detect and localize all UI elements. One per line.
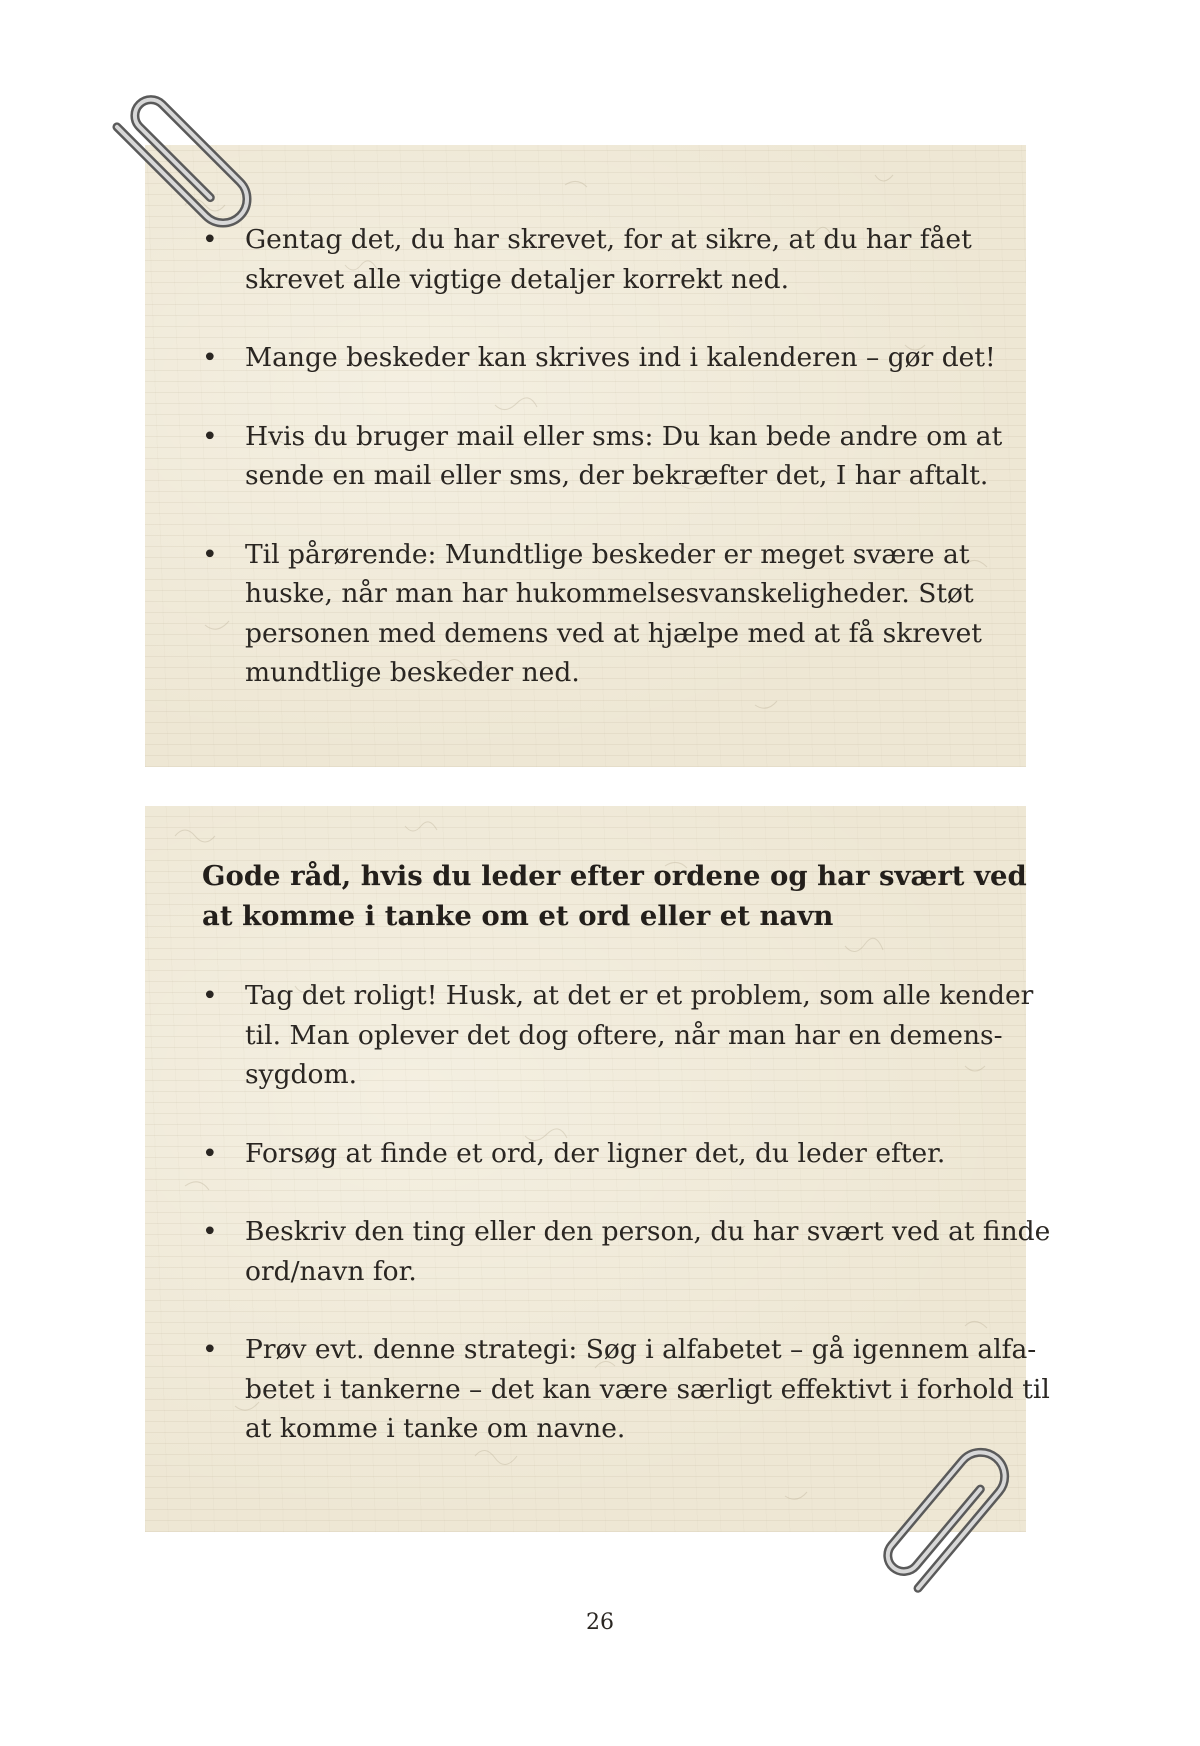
list-item-line: mundtlige beskeder ned. [245,657,580,688]
list-item [202,338,1002,378]
list-item-line: Gentag det, du har skrevet, for at sikre, at du har fået [245,224,972,255]
heading-line: Gode råd, hvis du leder efter ordene og har svært ved [202,860,1027,892]
bullet-icon: • [202,224,218,255]
page-number: 26 [586,1610,614,1635]
list-item-line: Prøv evt. denne strategi: Søg i alfabetet – gå igennem alfa- [245,1334,1037,1365]
paperclip-icon [852,1425,1037,1615]
list-item-line: Hvis du bruger mail eller sms: Du kan bede andre om at [245,420,1003,452]
bullet-icon: • [202,538,218,570]
list-item [202,1134,1012,1174]
section-heading [202,856,1027,936]
list-item [202,220,1002,299]
list-item-line: til. Man oplever det dog oftere, når man har en demens- [245,1019,1003,1051]
tips-list-bottom [202,976,1051,1488]
bullet-icon: • [202,420,218,452]
list-item-line: personen med demens ved at hjælpe med at få skrevet [245,617,982,649]
list-item [202,1212,1051,1291]
bullet-icon: • [202,1334,218,1365]
list-item-line: Til pårørende: Mundtlige beskeder er meget svære at [245,538,970,570]
list-item-line: huske, når man har hukommelsesvanskeligheder. Støt [245,578,974,609]
list-item-line: at komme i tanke om navne. [245,1413,626,1444]
paperclip-icon [92,66,272,251]
heading-line: at komme i tanke om et ord eller et navn [202,900,834,932]
bullet-icon: • [202,1216,218,1247]
list-item-line: Forsøg at finde et ord, der ligner det, du leder efter. [245,1137,946,1169]
list-item-line: ord/navn for. [245,1255,417,1287]
bullet-icon: • [202,1137,218,1169]
list-item-line: Beskriv den ting eller den person, du har svært ved at finde [245,1216,1051,1247]
note-card-bottom [145,806,1051,1532]
list-item-line: Mange beskeder kan skrives ind i kalenderen – gør det! [245,342,996,373]
list-item-line: betet i tankerne – det kan være særligt effektivt i forhold til [245,1373,1050,1405]
list-item [202,535,1002,693]
list-item-line: sende en mail eller sms, der bekræfter det, I har aftalt. [245,460,989,491]
list-item-line: skrevet alle vigtige detaljer korrekt ned. [245,263,790,295]
list-item-line: sygdom. [245,1059,358,1090]
tips-list-top [202,220,1002,732]
list-item [202,417,1002,496]
bullet-icon: • [202,342,218,373]
list-item-line: Tag det roligt! Husk, at det er et problem, som alle kender [245,980,1034,1011]
list-item [202,976,1034,1095]
bullet-icon: • [202,980,218,1011]
note-card-top [145,145,1026,767]
